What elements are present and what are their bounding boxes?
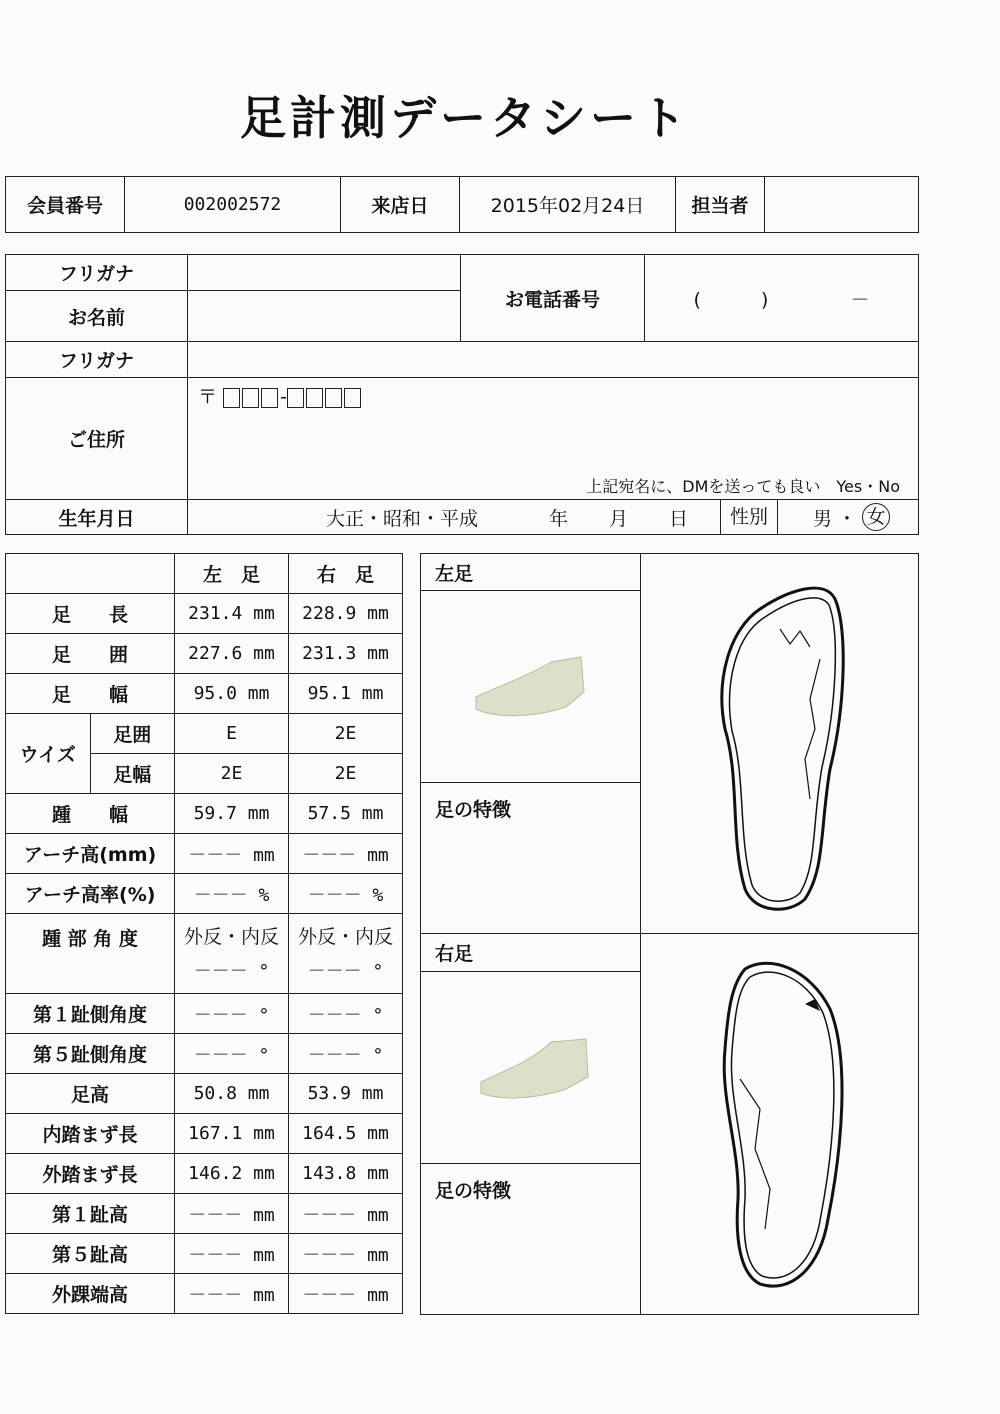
row-label: 外踏まず長: [6, 1154, 175, 1194]
name-label: お名前: [6, 291, 188, 342]
name-field: [188, 291, 461, 342]
postal-code-boxes: 〒 -: [188, 378, 918, 409]
right-value: －－－ mm: [289, 1194, 403, 1234]
row-label: 第５趾側角度: [6, 1034, 175, 1074]
left-value: －－－ mm: [175, 1194, 289, 1234]
left-value: 59.7 mm: [175, 794, 289, 834]
right-footprint-icon: [710, 949, 850, 1299]
row-label: 第１趾側角度: [6, 994, 175, 1034]
visit-date-label: 来店日: [341, 177, 460, 233]
wise-width-left: 2E: [175, 754, 289, 794]
heel-angle-label: 踵 部 角 度: [6, 914, 175, 994]
month-unit: 月: [608, 507, 628, 530]
birth-field: [188, 500, 919, 535]
right-value: 95.1 mm: [289, 674, 403, 714]
header-table: [5, 176, 919, 233]
visit-date-value: 2015年02月24日: [460, 177, 676, 233]
phone-close: ): [760, 288, 769, 311]
heel-angle-left-opts: 外反・内反: [183, 926, 279, 948]
address-field: [188, 378, 919, 500]
right-value: 57.5 mm: [289, 794, 403, 834]
left-value: 231.4 mm: [175, 594, 289, 634]
left-value: 95.0 mm: [175, 674, 289, 714]
row-label: 足 囲: [6, 634, 175, 674]
col-right-foot: 右 足: [289, 554, 403, 594]
right-value: －－－ mm: [289, 1234, 403, 1274]
left-value: 167.1 mm: [175, 1114, 289, 1154]
phone-label: お電話番号: [461, 255, 645, 342]
measurement-table: [5, 553, 403, 1314]
right-value: 164.5 mm: [289, 1114, 403, 1154]
row-label: 第５趾高: [6, 1234, 175, 1274]
sex-female-circled: 女: [862, 503, 890, 531]
birth-label: 生年月日: [6, 500, 188, 535]
sex-label: 性別: [720, 500, 778, 534]
phone-open: (: [693, 288, 701, 311]
right-foot-label: 右足: [421, 934, 641, 971]
left-value: －－－ °: [175, 994, 289, 1034]
left-value: 146.2 mm: [175, 1154, 289, 1194]
furigana-field: [188, 255, 461, 291]
left-value: －－－ mm: [175, 1274, 289, 1314]
left-value: 50.8 mm: [175, 1074, 289, 1114]
right-value: －－－ °: [289, 994, 403, 1034]
col-left-foot: 左 足: [175, 554, 289, 594]
heel-angle-left-value: －－－ °: [193, 961, 270, 982]
left-value: －－－ mm: [175, 834, 289, 874]
dm-consent-note: 上記宛名に、DMを送っても良い Yes・No: [586, 477, 900, 496]
right-foot-3d-view: [421, 971, 641, 1163]
row-label: 第１趾高: [6, 1194, 175, 1234]
wise-width-right: 2E: [289, 754, 403, 794]
right-value: 143.8 mm: [289, 1154, 403, 1194]
left-foot-scan: [641, 554, 919, 934]
day-unit: 日: [668, 507, 688, 530]
customer-table: [5, 254, 919, 535]
row-label: 足高: [6, 1074, 175, 1114]
sex-sep: ・: [837, 507, 857, 530]
right-foot-3d-icon: [466, 1027, 596, 1107]
staff-value: [765, 177, 919, 233]
right-foot-scan: [641, 934, 919, 1315]
member-no-value: 002002572: [125, 177, 341, 233]
right-value: －－－ mm: [289, 834, 403, 874]
member-no-label: 会員番号: [6, 177, 125, 233]
year-unit: 年: [548, 507, 568, 530]
furigana2-field: [188, 342, 919, 378]
row-label: 内踏まず長: [6, 1114, 175, 1154]
left-foot-3d-icon: [466, 647, 596, 727]
wise-girth-right: 2E: [289, 714, 403, 754]
right-value: －－－ %: [289, 874, 403, 914]
right-value: －－－ °: [289, 1034, 403, 1074]
right-value: 53.9 mm: [289, 1074, 403, 1114]
right-value: 231.3 mm: [289, 634, 403, 674]
foot-images-panel: [420, 553, 919, 1315]
left-value: －－－ %: [175, 874, 289, 914]
sex-male: 男: [812, 507, 832, 530]
phone-dash: －: [850, 288, 870, 311]
left-value: 227.6 mm: [175, 634, 289, 674]
address-label: ご住所: [6, 378, 188, 500]
row-label: 外踝端高: [6, 1274, 175, 1314]
row-label: 足 幅: [6, 674, 175, 714]
right-value: 228.9 mm: [289, 594, 403, 634]
row-label: 踵 幅: [6, 794, 175, 834]
heel-angle-right-value: －－－ °: [307, 961, 384, 982]
wise-width-label: 足幅: [90, 754, 175, 794]
right-foot-feature-label: 足の特徴: [421, 1163, 641, 1314]
row-label: アーチ高(mm): [6, 834, 175, 874]
era-options: 大正・昭和・平成: [325, 507, 478, 530]
page-title: 足計測データシート: [240, 91, 690, 145]
furigana2-label: フリガナ: [6, 342, 188, 378]
wise-girth-label: 足囲: [90, 714, 175, 754]
furigana-label: フリガナ: [6, 255, 188, 291]
phone-field: [645, 255, 919, 342]
row-label: アーチ高率(%): [6, 874, 175, 914]
left-foot-label: 左足: [421, 554, 641, 591]
heel-angle-right: [289, 914, 403, 994]
left-foot-3d-view: [421, 591, 641, 783]
heel-angle-right-opts: 外反・内反: [297, 926, 393, 948]
left-value: －－－ °: [175, 1034, 289, 1074]
staff-label: 担当者: [676, 177, 765, 233]
row-label: 足 長: [6, 594, 175, 634]
wise-label: ウイズ: [6, 714, 91, 794]
left-footprint-icon: [710, 569, 850, 919]
left-foot-feature-label: 足の特徴: [421, 783, 641, 934]
left-value: －－－ mm: [175, 1234, 289, 1274]
heel-angle-left: [175, 914, 289, 994]
right-value: －－－ mm: [289, 1274, 403, 1314]
postal-mark: 〒: [198, 386, 218, 408]
wise-girth-left: E: [175, 714, 289, 754]
